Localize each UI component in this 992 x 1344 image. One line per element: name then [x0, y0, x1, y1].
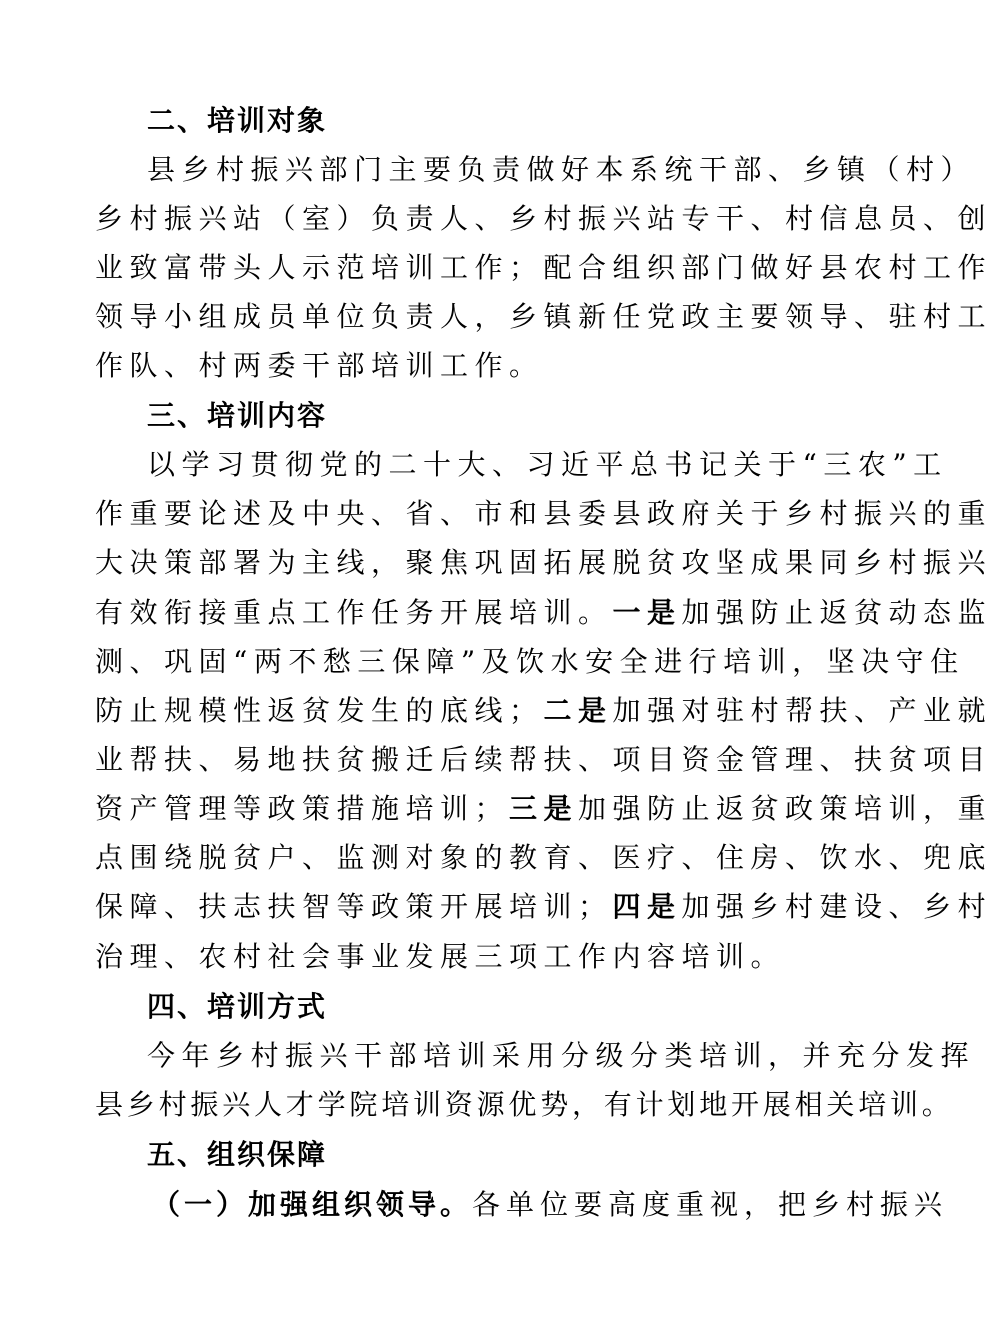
- subsection-line: [152, 1180, 949, 1229]
- paragraph-line: 业帮扶、易地扶贫搬迁后续帮扶、项目资金管理、扶贫项目: [95, 743, 992, 776]
- paragraph-line: 领导小组成员单位负责人，乡镇新任党政主要领导、驻村工: [95, 300, 992, 333]
- emphasis-third: 三是: [509, 792, 579, 825]
- paragraph-line: [95, 588, 992, 637]
- paragraph-line: 治理、农村社会事业发展三项工作内容培训。: [95, 940, 786, 973]
- paragraph-line: 大决策部署为主线，聚焦巩固拓展脱贫攻坚成果同乡村振兴: [95, 546, 992, 579]
- paragraph-line: 今年乡村振兴干部培训采用分级分类培训，并充分发挥: [147, 1039, 976, 1072]
- paragraph-line: 点围绕脱贫户、监测对象的教育、医疗、住房、饮水、兜底: [95, 841, 992, 874]
- paragraph-line: 业致富带头人示范培训工作；配合组织部门做好县农村工作: [95, 251, 992, 284]
- paragraph-line: [95, 784, 992, 833]
- line-text: 加强对驻村帮扶、产业就: [612, 694, 992, 727]
- emphasis-first: 一是: [612, 596, 682, 629]
- paragraph-line: 以学习贯彻党的二十大、习近平总书记关于“三农”工: [147, 448, 948, 481]
- paragraph-line: 县乡村振兴部门主要负责做好本系统干部、乡镇（村）: [147, 153, 976, 186]
- line-text: 加强防止返贫政策培训，重: [578, 792, 992, 825]
- paragraph-line: 县乡村振兴人才学院培训资源优势，有计划地开展相关培训。: [95, 1088, 954, 1121]
- emphasis-fourth: 四是: [612, 890, 682, 923]
- emphasis-second: 二是: [543, 694, 613, 727]
- line-text: 有效衔接重点工作任务开展培训。: [95, 596, 613, 629]
- paragraph-line: 测、巩固“两不愁三保障”及饮水安全进行培训，坚决守住: [95, 645, 965, 678]
- section-heading-training-targets: 二、培训对象: [147, 104, 328, 137]
- paragraph-line: 作队、村两委干部培训工作。: [95, 349, 544, 382]
- section-heading-organization-guarantee: 五、组织保障: [147, 1138, 328, 1171]
- paragraph-line: 作重要论述及中央、省、市和县委县政府关于乡村振兴的重: [95, 497, 992, 530]
- section-heading-training-methods: 四、培训方式: [147, 990, 328, 1023]
- line-text: 加强乡村建设、乡村: [681, 890, 992, 923]
- line-text: 各单位要高度重视，把乡村振兴: [472, 1188, 949, 1221]
- line-text: 加强防止返贫动态监: [681, 596, 992, 629]
- paragraph-line: 乡村振兴站（室）负责人、乡村振兴站专干、村信息员、创: [95, 202, 992, 235]
- section-heading-training-content: 三、培训内容: [147, 399, 328, 432]
- paragraph-line: [95, 882, 992, 931]
- line-text: 保障、扶志扶智等政策开展培训；: [95, 890, 613, 923]
- line-text: 资产管理等政策措施培训；: [95, 792, 510, 825]
- line-text: 防止规模性返贫发生的底线；: [95, 694, 544, 727]
- paragraph-line: [95, 686, 992, 735]
- subsection-title: （一）加强组织领导。: [152, 1188, 473, 1221]
